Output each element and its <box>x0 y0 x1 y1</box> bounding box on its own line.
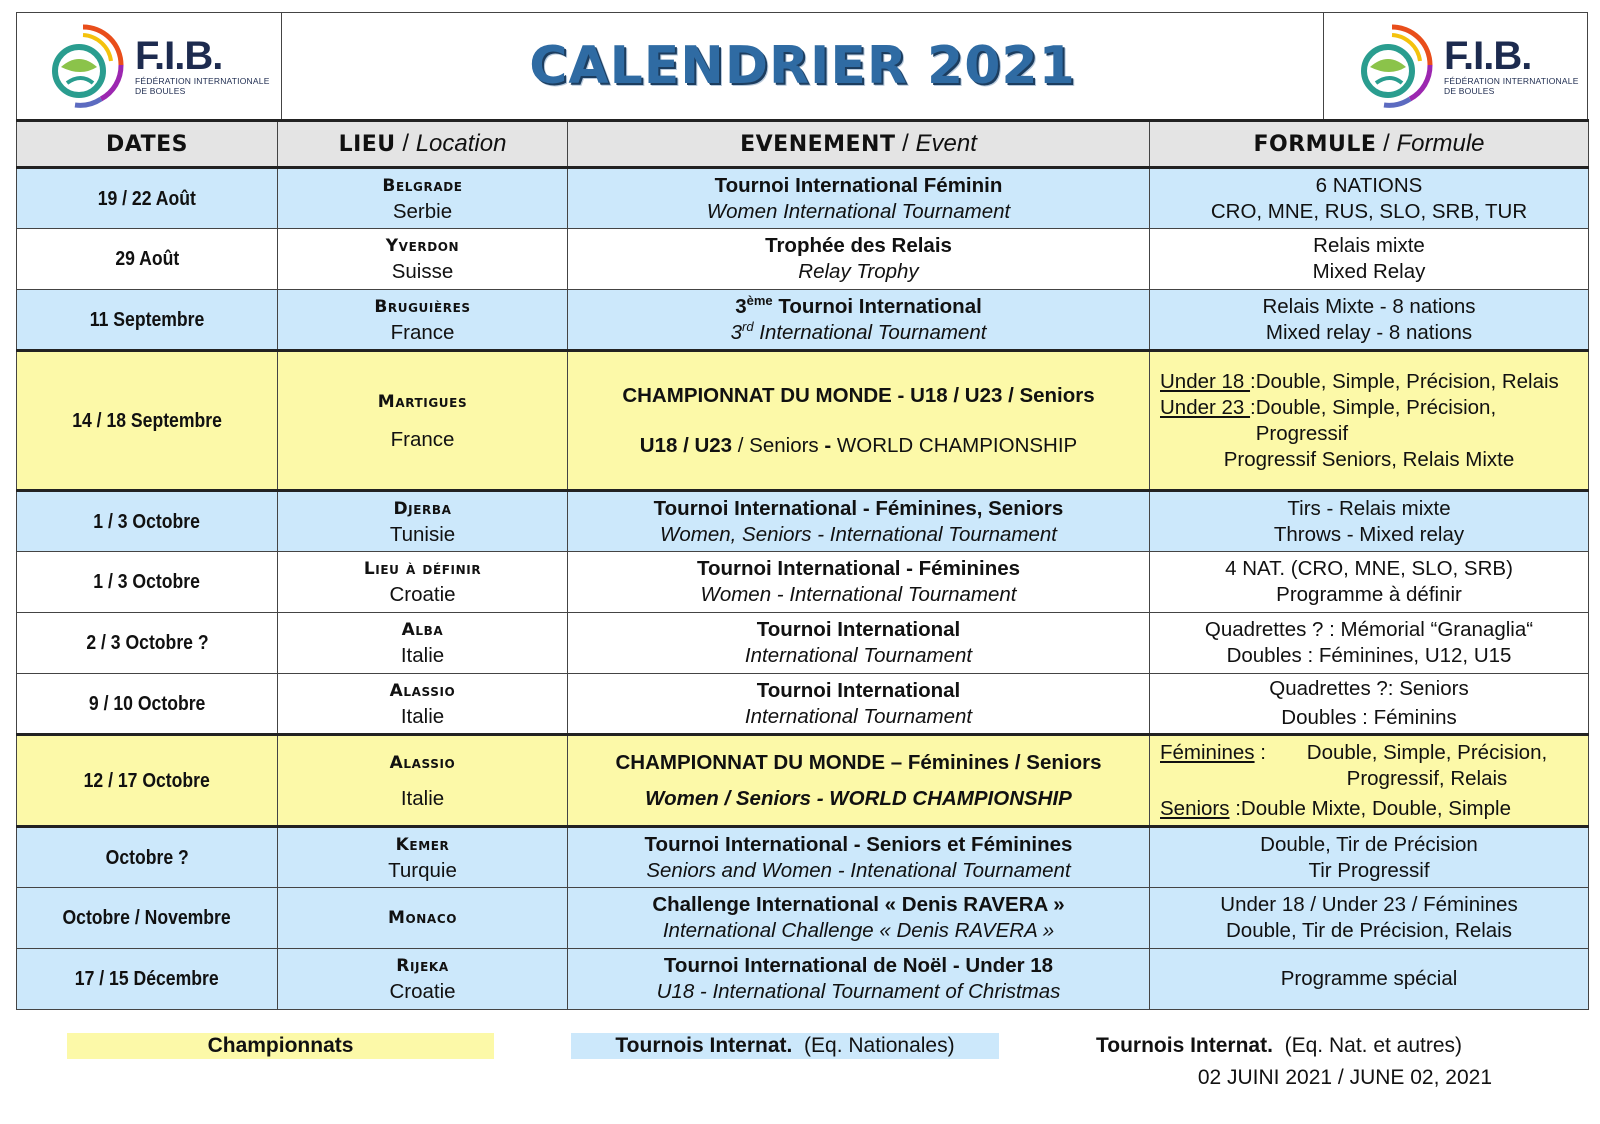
formula-line: Under 18 / Under 23 / Féminines <box>1220 893 1518 916</box>
formula-cell <box>1150 888 1589 949</box>
legend-sublabel: (Eq. Nationales) <box>804 1034 955 1057</box>
fib-logo-right <box>1350 21 1579 111</box>
city-name: Bruguières <box>374 296 471 317</box>
city-name: Alassio <box>389 680 456 701</box>
formula-cell <box>1150 674 1589 735</box>
column-header-location <box>278 121 568 168</box>
column-title: DATES <box>106 131 188 157</box>
formula-label: Féminines <box>1160 740 1255 764</box>
event-title-fr: Tournoi International Féminin <box>714 173 1003 197</box>
event-title-en <box>568 320 1149 346</box>
column-header-event <box>568 121 1150 168</box>
date-cell <box>17 827 278 888</box>
legend-label: Tournois Internat. <box>615 1034 793 1057</box>
formula-line: 4 NAT. (CRO, MNE, SLO, SRB) <box>1225 557 1513 580</box>
event-title-fr: Tournoi International - Féminines <box>696 557 1021 580</box>
formula-line: Relais Mixte - 8 nations <box>1262 294 1476 318</box>
event-date: Octobre / Novembre <box>62 907 232 929</box>
event-category: / Seniors <box>732 433 825 457</box>
logo-subtitle: FÉDÉRATION INTERNATIONALE <box>1444 76 1579 86</box>
city-name: Alba <box>401 620 444 640</box>
event-title-en: International Challenge « Denis RAVERA » <box>662 919 1055 942</box>
table-row <box>17 827 1589 888</box>
date-cell <box>17 168 278 229</box>
formula-line: Doubles : Féminines, U12, U15 <box>1226 644 1512 667</box>
date-cell <box>17 290 278 351</box>
location-cell <box>278 735 568 827</box>
event-title-en: International Tournament <box>744 704 973 728</box>
event-date: Octobre ? <box>105 846 189 869</box>
city-name: Belgrade <box>382 175 463 196</box>
legend-other-tournaments <box>1096 1033 1492 1059</box>
logo-subtitle: FÉDÉRATION INTERNATIONALE <box>135 76 270 86</box>
city-name: Djerba <box>393 498 452 519</box>
country-name: France <box>390 320 455 344</box>
location-cell <box>278 168 568 229</box>
column-title: LIEU <box>338 131 396 157</box>
ordinal-suffix: rd <box>741 318 754 334</box>
logo-right-cell <box>1323 13 1587 119</box>
legend-label: Tournois Internat. <box>1096 1034 1273 1057</box>
country-name: Suisse <box>391 260 454 283</box>
date-cell <box>17 491 278 552</box>
location-cell <box>278 351 568 491</box>
event-category: U18 / U23 <box>639 433 733 457</box>
formula-line: Double, Tir de Précision, Relais <box>1226 919 1512 942</box>
location-cell <box>278 552 568 613</box>
formula-cell <box>1150 613 1589 674</box>
ordinal-number: 3 <box>735 294 747 318</box>
column-separator: / <box>902 129 909 157</box>
event-title-en: Women - International Tournament <box>700 583 1017 606</box>
formula-line: Quadrettes ? : Mémorial “Granaglia“ <box>1204 618 1534 641</box>
event-date: 1 / 3 Octobre <box>93 510 201 533</box>
date-cell <box>17 949 278 1010</box>
location-cell <box>278 491 568 552</box>
event-cell <box>568 674 1150 735</box>
event-title-fr: CHAMPIONNAT DU MONDE – Féminines / Seniors <box>615 750 1102 774</box>
country-name: Tunisie <box>389 522 456 546</box>
logo-brand: F.I.B. <box>135 34 223 78</box>
formula-line <box>1160 395 1588 447</box>
date-cell <box>17 888 278 949</box>
event-cell <box>568 613 1150 674</box>
table-row <box>17 491 1589 552</box>
formula-text: Double, Simple, Précision, Progressif, Relais <box>1306 740 1548 790</box>
location-cell <box>278 674 568 735</box>
formula-line: Progressif Seniors, Relais Mixte <box>1223 447 1515 471</box>
event-title-text: International Tournament <box>753 320 987 344</box>
event-title-fr: Tournoi International <box>756 618 961 641</box>
event-title-fr: Tournoi International <box>756 678 961 702</box>
event-cell <box>568 290 1150 351</box>
legend-label: Championnats <box>207 1034 354 1057</box>
date-cell <box>17 674 278 735</box>
event-title-text: Tournoi International <box>772 294 982 318</box>
location-cell <box>278 613 568 674</box>
legend-sublabel: (Eq. Nat. et autres) <box>1284 1034 1463 1057</box>
formula-line: Double, Tir de Précision <box>1260 832 1478 856</box>
formula-text: Double, Simple, Précision, Progressif <box>1255 395 1497 445</box>
formula-cell <box>1150 290 1589 351</box>
event-cell <box>568 888 1150 949</box>
column-title: EVENEMENT <box>740 131 896 157</box>
legend-championships <box>67 1033 494 1059</box>
event-title-fr: Challenge International « Denis RAVERA » <box>652 893 1065 916</box>
location-cell <box>278 949 568 1010</box>
header-bar <box>16 12 1588 120</box>
formula-line <box>1160 796 1588 822</box>
column-title: FORMULE <box>1253 131 1377 157</box>
event-date: 2 / 3 Octobre ? <box>85 632 209 654</box>
event-title-en: Seniors and Women - Intenational Tournament <box>646 858 1071 882</box>
ordinal-number: 3 <box>730 320 742 344</box>
event-title-text: WORLD CHAMPIONSHIP <box>831 433 1078 457</box>
event-title-en: International Tournament <box>744 644 973 667</box>
event-date: 12 / 17 Octobre <box>83 769 211 792</box>
formula-separator: : <box>1250 395 1256 419</box>
table-row <box>17 949 1589 1010</box>
formula-line: Programme à définir <box>1276 583 1462 606</box>
event-cell <box>568 229 1150 290</box>
formula-label: Seniors <box>1160 796 1230 820</box>
formula-line: Programme spécial <box>1280 967 1458 990</box>
event-title-fr: CHAMPIONNAT DU MONDE - U18 / U23 / Seniors <box>622 383 1095 407</box>
calendar-table <box>16 119 1589 1010</box>
event-cell <box>568 949 1150 1010</box>
fib-emblem-icon <box>1350 21 1434 111</box>
city-name: Alassio <box>389 752 456 773</box>
formula-line: Mixed relay - 8 nations <box>1265 320 1473 344</box>
formula-label: Under 23 <box>1160 395 1251 419</box>
formula-cell <box>1150 552 1589 613</box>
table-header-row <box>17 121 1589 168</box>
event-title-fr: Tournoi International de Noël - Under 18 <box>663 954 1054 977</box>
location-cell <box>278 290 568 351</box>
ordinal-suffix: ème <box>746 292 773 308</box>
location-cell <box>278 888 568 949</box>
event-title-fr: Tournoi International - Féminines, Seniors <box>653 496 1064 520</box>
formula-line: Relais mixte <box>1313 234 1425 257</box>
event-cell <box>568 491 1150 552</box>
formula-cell <box>1150 735 1589 827</box>
table-row <box>17 674 1589 735</box>
event-dash: - <box>824 433 832 457</box>
formula-separator: : <box>1250 369 1256 393</box>
country-name: France <box>390 427 455 451</box>
city-name: Rijeka <box>396 956 449 976</box>
date-cell <box>17 351 278 491</box>
formula-cell <box>1150 168 1589 229</box>
page-title: CALENDRIER 2021 <box>529 36 1076 96</box>
formula-separator: : <box>1254 740 1266 764</box>
country-name: Croatie <box>389 583 456 606</box>
event-title-en <box>568 433 1149 459</box>
logo-brand: F.I.B. <box>1444 34 1532 78</box>
formula-cell <box>1150 351 1589 491</box>
table-row <box>17 290 1589 351</box>
location-cell <box>278 827 568 888</box>
event-date: 1 / 3 Octobre <box>93 571 201 593</box>
event-date: 29 Août <box>115 248 179 270</box>
table-row <box>17 888 1589 949</box>
city-name: Lieu à définir <box>363 559 482 579</box>
event-title-en: Relay Trophy <box>798 260 919 283</box>
column-subtitle: Formule <box>1396 129 1485 157</box>
logo-subtitle: DE BOULES <box>135 86 186 96</box>
event-cell <box>568 552 1150 613</box>
fib-logo-left <box>41 21 270 111</box>
event-cell <box>568 735 1150 827</box>
country-name: Italie <box>400 786 445 810</box>
event-title-en: Women International Tournament <box>706 199 1011 223</box>
city-name: Yverdon <box>385 236 460 256</box>
title-cell <box>281 13 1323 119</box>
event-date: 14 / 18 Septembre <box>72 409 222 432</box>
location-cell <box>278 229 568 290</box>
event-title-fr: Tournoi International - Seniors et Féminines <box>644 832 1073 856</box>
formula-line: Throws - Mixed relay <box>1273 522 1465 546</box>
column-header-formula <box>1150 121 1589 168</box>
column-header-dates <box>17 121 278 168</box>
event-title-fr: Trophée des Relais <box>765 234 952 257</box>
date-cell <box>17 735 278 827</box>
event-date: 9 / 10 Octobre <box>88 692 206 715</box>
logo-subtitle: DE BOULES <box>1444 86 1495 96</box>
country-name: Turquie <box>388 858 457 882</box>
table-row <box>17 613 1589 674</box>
event-cell <box>568 827 1150 888</box>
formula-cell <box>1150 229 1589 290</box>
formula-cell <box>1150 949 1589 1010</box>
table-row <box>17 552 1589 613</box>
event-title-en: Women, Seniors - International Tournament <box>660 522 1057 546</box>
event-title-en: Women / Seniors - WORLD CHAMPIONSHIP <box>645 786 1072 810</box>
formula-cell <box>1150 827 1589 888</box>
logo-left-cell <box>17 13 281 119</box>
formula-line: 6 NATIONS <box>1315 173 1423 197</box>
event-title-en: U18 - International Tournament of Christmas <box>656 980 1061 1003</box>
city-name: Monaco <box>387 908 458 928</box>
fib-emblem-icon <box>41 21 125 111</box>
formula-line: Doubles : Féminins <box>1281 706 1457 729</box>
country-name: Croatie <box>389 980 456 1003</box>
table-row <box>17 229 1589 290</box>
footer-date: 02 JUINI 2021 / JUNE 02, 2021 <box>1197 1066 1492 1089</box>
column-subtitle: Event <box>915 129 977 157</box>
date-cell <box>17 229 278 290</box>
table-row <box>17 168 1589 229</box>
city-name: Martigues <box>377 391 468 412</box>
formula-line <box>1160 369 1588 395</box>
formula-line: Tirs - Relais mixte <box>1287 496 1451 520</box>
column-separator: / <box>402 129 410 157</box>
formula-cell <box>1150 491 1589 552</box>
date-cell <box>17 552 278 613</box>
formula-line: Tir Progressif <box>1308 858 1430 882</box>
city-name: Kemer <box>395 834 450 855</box>
formula-separator: : <box>1229 796 1241 820</box>
table-row <box>17 351 1589 491</box>
event-date: 17 / 15 Décembre <box>75 968 219 990</box>
formula-text: Double, Simple, Précision, Relais <box>1255 369 1559 393</box>
event-title-fr <box>568 294 1149 320</box>
country-name: Serbie <box>392 199 453 223</box>
formula-line: Quadrettes ?: Seniors <box>1269 677 1469 700</box>
formula-text: Double Mixte, Double, Simple <box>1240 796 1511 820</box>
formula-line: Mixed Relay <box>1312 260 1426 283</box>
event-cell <box>568 351 1150 491</box>
column-separator: / <box>1383 129 1390 157</box>
event-cell <box>568 168 1150 229</box>
event-date: 11 Septembre <box>89 308 205 331</box>
formula-label: Under 18 <box>1160 369 1251 393</box>
column-subtitle: Location <box>415 129 507 157</box>
legend-national-tournaments <box>571 1033 999 1059</box>
table-row <box>17 735 1589 827</box>
date-cell <box>17 613 278 674</box>
formula-line: CRO, MNE, RUS, SLO, SRB, TUR <box>1210 199 1528 223</box>
country-name: Italie <box>400 644 445 667</box>
formula-line <box>1160 740 1588 792</box>
country-name: Italie <box>400 704 445 728</box>
event-date: 19 / 22 Août <box>97 187 197 210</box>
